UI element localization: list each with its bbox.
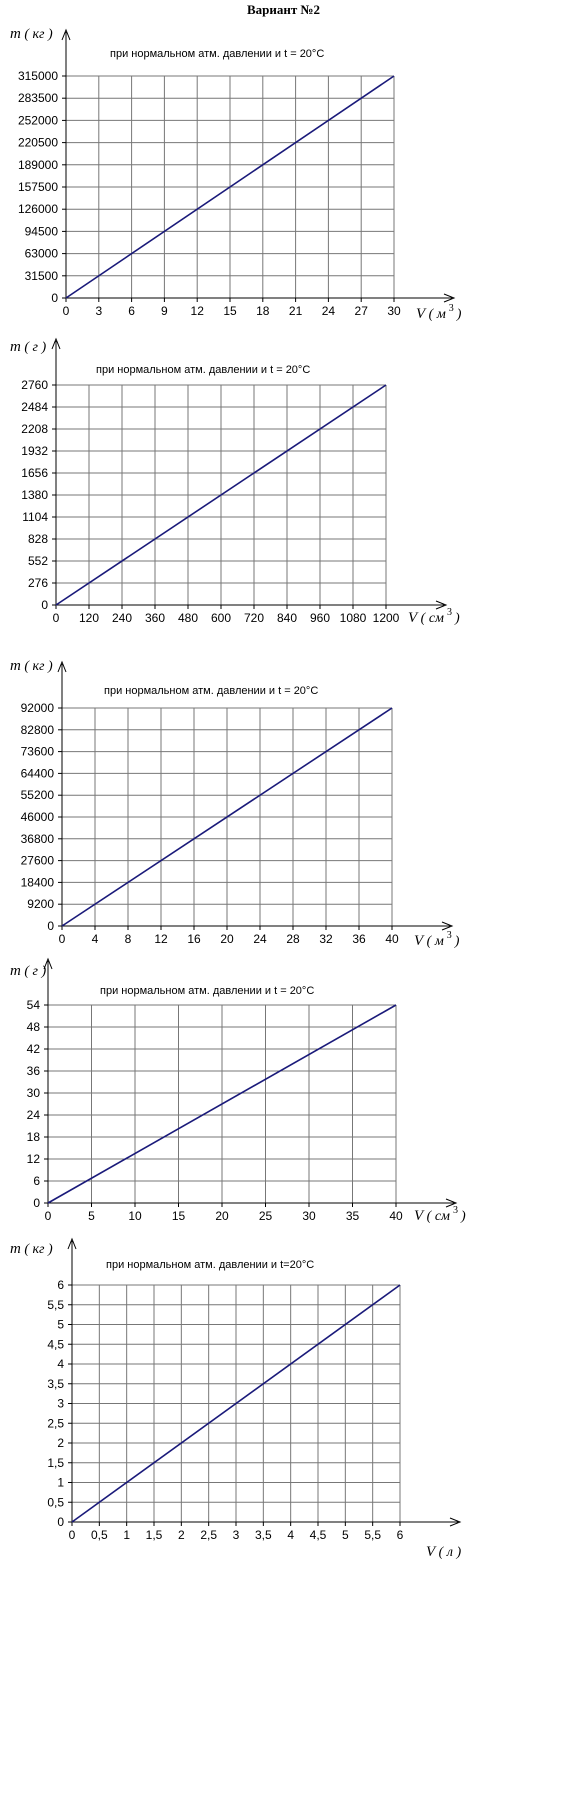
y-tick-label: 3 [57, 1396, 64, 1411]
x-tick-label: 960 [309, 611, 331, 625]
y-tick-label: 276 [27, 576, 48, 590]
x-tick-label: 9 [161, 304, 168, 318]
y-tick-label: 9200 [27, 897, 54, 912]
x-axis-label: V ( м $^3$ ) [416, 303, 462, 322]
x-tick-label: 40 [389, 1209, 403, 1223]
y-tick-label: 24 [26, 1108, 40, 1122]
y-axis-label: m ( кг ) [10, 26, 53, 42]
y-axis-label: m ( г ) [10, 339, 47, 355]
y-tick-label: 4,5 [47, 1337, 64, 1352]
x-tick-label: 0 [68, 1528, 76, 1542]
x-tick-label: 24 [253, 932, 267, 946]
y-tick-label: 46000 [20, 810, 54, 824]
x-tick-label: 0,5 [90, 1528, 108, 1542]
y-tick-label: 828 [27, 532, 48, 546]
x-tick-label: 12 [154, 932, 168, 946]
y-axis-label: m ( г ) [10, 963, 47, 979]
y-tick-label: 283500 [17, 91, 58, 106]
y-tick-label: 6 [57, 1278, 64, 1292]
y-tick-label: 3,5 [47, 1376, 64, 1391]
y-tick-label: 92000 [20, 701, 54, 715]
y-tick-label: 1380 [21, 488, 48, 502]
y-tick-label: 189000 [17, 157, 58, 172]
x-tick-label: 6 [128, 304, 135, 318]
x-tick-label: 27 [354, 304, 368, 318]
x-tick-label: 5 [88, 1209, 95, 1223]
y-tick-label: 2208 [21, 422, 48, 436]
y-tick-label: 36 [26, 1064, 40, 1078]
x-tick-label: 28 [286, 932, 300, 946]
y-tick-label: 126000 [17, 202, 58, 217]
x-tick-label: 30 [302, 1209, 316, 1223]
y-tick-label: 82800 [20, 722, 54, 737]
y-tick-label: 1932 [21, 444, 48, 458]
x-tick-label: 36 [352, 932, 366, 946]
y-tick-label: 12 [26, 1152, 40, 1166]
x-tick-label: 6 [396, 1528, 404, 1542]
x-tick-label: 5,5 [364, 1528, 382, 1542]
y-tick-label: 4 [57, 1357, 64, 1371]
y-tick-label: 42 [26, 1042, 40, 1056]
y-tick-label: 27600 [20, 853, 54, 868]
x-tick-label: 840 [276, 611, 298, 625]
x-tick-label: 480 [177, 611, 199, 625]
x-tick-label: 24 [321, 304, 336, 318]
x-tick-label: 3 [95, 304, 103, 318]
y-tick-label: 18 [26, 1130, 40, 1144]
y-tick-label: 0 [47, 919, 54, 933]
y-tick-label: 36800 [20, 831, 54, 846]
y-tick-label: 48 [26, 1020, 40, 1034]
y-tick-label: 30 [26, 1086, 40, 1100]
y-tick-label: 64400 [20, 766, 54, 781]
x-tick-label: 1 [123, 1528, 131, 1542]
x-tick-label: 720 [243, 611, 265, 625]
x-tick-label: 10 [128, 1209, 142, 1223]
y-tick-label: 1104 [22, 510, 48, 524]
y-tick-label: 2,5 [47, 1416, 64, 1431]
y-tick-label: 1656 [21, 466, 48, 480]
x-tick-label: 0 [44, 1209, 52, 1223]
page-title: Вариант №2 [246, 2, 321, 17]
chart-5 [10, 1239, 461, 1560]
x-tick-label: 3 [232, 1528, 240, 1542]
y-tick-label: 2484 [21, 400, 48, 414]
x-tick-label: 20 [220, 932, 234, 946]
y-tick-label: 1 [57, 1475, 64, 1490]
y-axis-label: m ( кг ) [10, 1241, 53, 1257]
y-tick-label: 1,5 [47, 1455, 64, 1470]
y-tick-label: 0 [33, 1196, 40, 1210]
condition-note: при нормальном атм. давлении и t = 20°C [104, 685, 319, 697]
y-tick-label: 252000 [17, 113, 58, 128]
y-tick-label: 552 [27, 554, 48, 568]
x-tick-label: 32 [319, 932, 333, 946]
x-tick-label: 20 [215, 1209, 229, 1223]
x-tick-label: 0 [58, 932, 66, 946]
x-tick-label: 18 [256, 304, 270, 318]
y-tick-label: 5,5 [47, 1297, 64, 1312]
chart-3 [10, 658, 460, 949]
x-axis-label: V ( см $^3$ ) [408, 607, 460, 626]
x-axis-label: V ( см $^3$ ) [414, 1205, 466, 1224]
condition-note: при нормальном атм. давлении и t = 20°C [110, 48, 325, 60]
y-tick-label: 157500 [17, 180, 58, 194]
y-tick-label: 0 [57, 1515, 64, 1529]
y-tick-label: 0 [51, 291, 58, 305]
x-tick-label: 4 [91, 932, 99, 946]
x-tick-label: 0 [52, 611, 60, 625]
x-tick-label: 21 [288, 304, 303, 318]
condition-note: при нормальном атм. давлении и t = 20°C [96, 364, 311, 376]
x-tick-label: 25 [258, 1209, 273, 1223]
x-tick-label: 4 [287, 1528, 295, 1542]
x-tick-label: 5 [341, 1528, 349, 1542]
y-tick-label: 94500 [24, 224, 58, 239]
y-tick-label: 55200 [20, 788, 54, 803]
y-tick-label: 2 [57, 1436, 64, 1450]
y-tick-label: 315000 [17, 69, 58, 83]
x-tick-label: 600 [210, 611, 232, 625]
x-tick-label: 15 [171, 1209, 186, 1223]
x-tick-label: 3,5 [254, 1528, 272, 1542]
x-tick-label: 35 [345, 1209, 360, 1223]
x-tick-label: 4,5 [309, 1528, 327, 1542]
chart-1 [10, 26, 462, 322]
x-tick-label: 240 [111, 611, 133, 625]
x-tick-label: 0 [62, 304, 70, 318]
condition-note: при нормальном атм. давлении и t=20°C [106, 1259, 315, 1271]
x-tick-label: 2,5 [200, 1528, 218, 1542]
x-tick-label: 2 [177, 1528, 185, 1542]
chart-4 [10, 959, 466, 1224]
y-tick-label: 5 [57, 1317, 64, 1332]
x-axis-label: V ( м $^3$ ) [414, 930, 460, 949]
x-tick-label: 1080 [339, 611, 367, 625]
y-tick-label: 2760 [21, 378, 48, 392]
y-tick-label: 220500 [17, 135, 58, 150]
x-tick-label: 40 [385, 932, 399, 946]
chart-2 [10, 339, 460, 626]
y-tick-label: 0 [41, 598, 48, 612]
y-tick-label: 0,5 [47, 1495, 64, 1510]
x-tick-label: 360 [144, 611, 166, 625]
x-tick-label: 1200 [372, 611, 400, 625]
x-tick-label: 1,5 [145, 1528, 163, 1542]
condition-note: при нормальном атм. давлении и t = 20°C [100, 985, 315, 997]
x-tick-label: 30 [387, 304, 401, 318]
x-tick-label: 12 [190, 304, 204, 318]
x-tick-label: 16 [187, 932, 201, 946]
y-tick-label: 73600 [20, 744, 54, 759]
y-tick-label: 18400 [20, 875, 54, 890]
x-axis-label: V ( л ) [426, 1544, 462, 1560]
y-tick-label: 31500 [24, 268, 58, 283]
y-tick-label: 63000 [24, 246, 58, 261]
y-tick-label: 6 [33, 1174, 40, 1188]
y-tick-label: 54 [26, 998, 40, 1012]
y-axis-label: m ( кг ) [10, 658, 53, 674]
x-tick-label: 15 [223, 304, 237, 318]
x-tick-label: 8 [124, 932, 132, 946]
x-tick-label: 120 [78, 611, 100, 625]
